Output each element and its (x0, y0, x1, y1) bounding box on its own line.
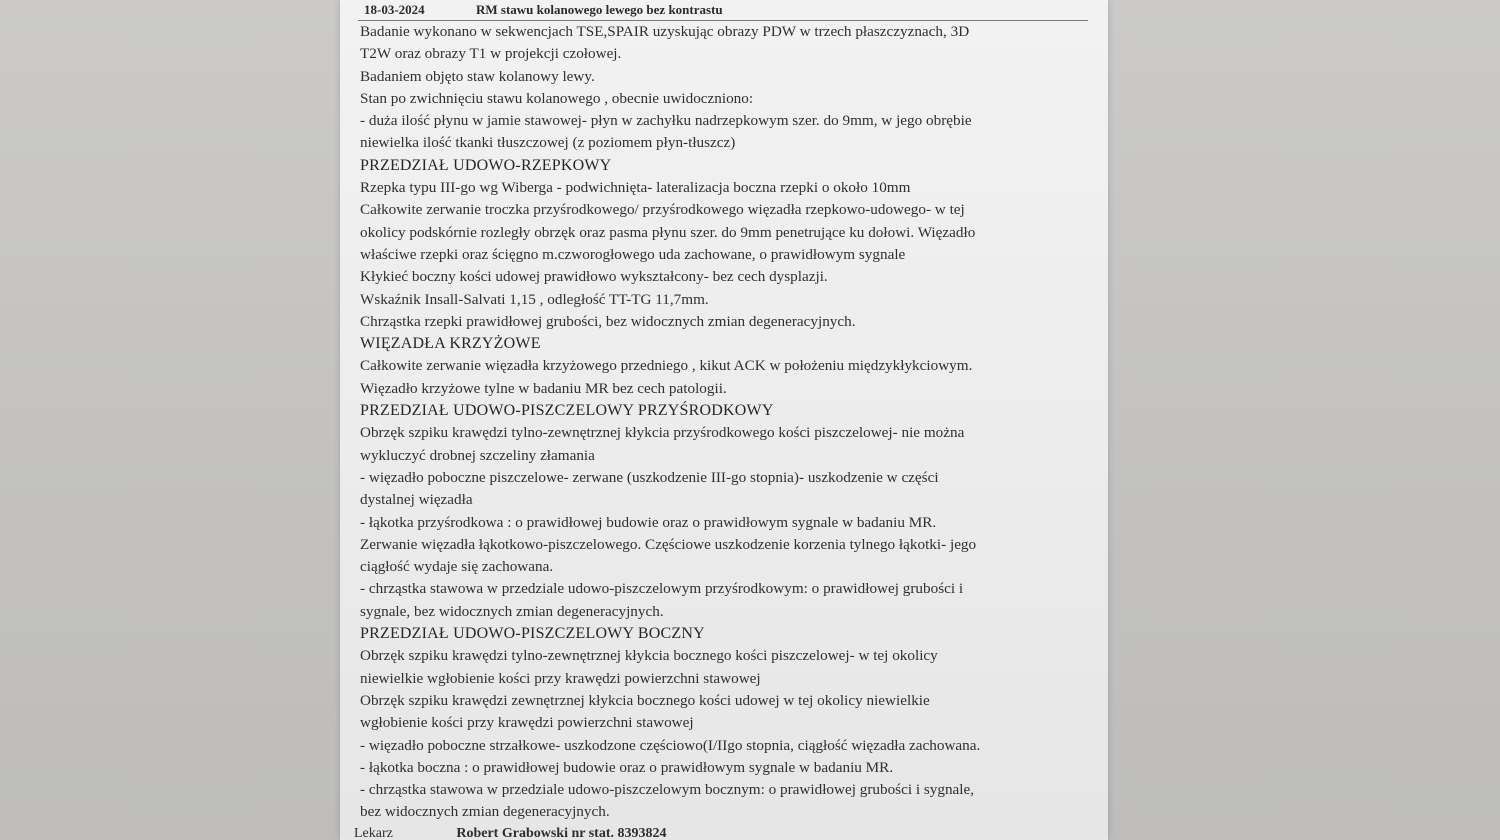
report-line: ciągłość wydaje się zachowana. (360, 558, 554, 576)
report-line: Chrząstka rzepki prawidłowej grubości, bez widocznych zmian degeneracyjnych. (360, 312, 856, 330)
report-header (358, 0, 1088, 21)
report-line: Obrzęk szpiku krawędzi zewnętrznej kłykcia bocznego kości udowej w tej okolicy niewielkie (360, 691, 930, 709)
report-line: Całkowite zerwanie troczka przyśrodkowego/ przyśrodkowego więzadła rzepkowo-udowego- w tej (360, 201, 965, 219)
report-line: Zerwanie więzadła łąkotkowo-piszczelowego. Częściowe uszkodzenie korzenia tylnego łąkotki- jego (360, 535, 977, 553)
background-left (0, 0, 340, 840)
section-heading: PRZEDZIAŁ UDOWO-RZEPKOWY (360, 156, 612, 174)
section-heading: PRZEDZIAŁ UDOWO-PISZCZELOWY BOCZNY (360, 625, 705, 643)
report-title: RM stawu kolanowego lewego bez kontrastu (476, 2, 723, 17)
report-line: Stan po zwichnięciu stawu kolanowego , obecnie uwidoczniono: (360, 89, 754, 107)
report-line: dystalnej więzadła (360, 491, 473, 509)
report-line: Więzadło krzyżowe tylne w badaniu MR bez cech patologii. (360, 379, 727, 397)
report-footer (354, 826, 667, 840)
report-line: Kłykieć boczny kości udowej prawidłowo wykształcony- bez cech dysplazji. (360, 268, 828, 286)
doctor-signature: Robert Grabowski nr stat. 8393824 (456, 826, 667, 840)
section-heading: PRZEDZIAŁ UDOWO-PISZCZELOWY PRZYŚRODKOWY (360, 402, 774, 420)
report-line: Badanie wykonano w sekwencjach TSE,SPAIR uzyskując obrazy PDW w trzech płaszczyznach, 3D (360, 23, 970, 40)
report-line: Rzepka typu III-go wg Wiberga - podwichnięta- lateralizacja boczna rzepki o około 10mm (360, 179, 911, 197)
report-date: 18-03-2024 (364, 2, 425, 17)
report-line: - duża ilość płynu w jamie stawowej- płyn w zachyłku nadrzepkowym szer. do 9mm, w jego obrębie (360, 112, 972, 130)
background-right (1108, 0, 1500, 840)
report-line: Obrzęk szpiku krawędzi tylno-zewnętrznej kłykcia przyśrodkowego kości piszczelowej- nie można (360, 424, 965, 442)
report-line: Całkowite zerwanie więzadła krzyżowego przedniego , kikut ACK w położeniu międzykłykciowym. (360, 357, 973, 375)
report-line: Wskaźnik Insall-Salvati 1,15 , odległość TT-TG 11,7mm. (360, 290, 709, 308)
doctor-label: Lekarz (354, 826, 393, 840)
report-line: niewielkie wgłobienie kości przy krawędzi powierzchni stawowej (360, 669, 761, 687)
report-body (360, 21, 1092, 824)
report-sheet (340, 0, 1108, 840)
report-line: - łąkotka przyśrodkowa : o prawidłowej budowie oraz o prawidłowym sygnale w badaniu MR. (360, 513, 937, 531)
report-line: Badaniem objęto staw kolanowy lewy. (360, 67, 595, 85)
report-line: - chrząstka stawowa w przedziale udowo-piszczelowym przyśrodkowym: o prawidłowej grubości i (360, 580, 964, 598)
report-line: sygnale, bez widocznych zmian degeneracyjnych. (360, 602, 664, 620)
report-line: wykluczyć drobnej szczeliny złamania (360, 446, 595, 464)
report-line: właściwe rzepki oraz ścięgno m.czworogłowego uda zachowane, o prawidłowym sygnale (360, 245, 906, 263)
report-line: niewielka ilość tkanki tłuszczowej (z poziomem płyn-tłuszcz) (360, 134, 736, 152)
report-line: - więzadło poboczne strzałkowe- uszkodzone częściowo(I/IIgo stopnia, ciągłość więzadła zachowana. (360, 736, 981, 754)
report-line: - więzadło poboczne piszczelowe- zerwane (uszkodzenie III-go stopnia)- uszkodzenie w części (360, 468, 939, 486)
report-line: T2W oraz obrazy T1 w projekcji czołowej. (360, 45, 622, 63)
report-line: - łąkotka boczna : o prawidłowej budowie oraz o prawidłowym sygnale w badaniu MR. (360, 758, 894, 776)
section-heading: WIĘZADŁA KRZYŻOWE (360, 335, 541, 353)
report-line: bez widocznych zmian degeneracyjnych. (360, 803, 610, 821)
report-line: Obrzęk szpiku krawędzi tylno-zewnętrznej kłykcia bocznego kości piszczelowej- w tej okolicy (360, 647, 938, 665)
report-line: okolicy podskórnie rozległy obrzęk oraz pasma płynu szer. do 9mm penetrujące ku dołowi. Więzadło (360, 223, 976, 241)
report-line: wgłobienie kości przy krawędzi powierzchni stawowej (360, 714, 694, 732)
report-line: - chrząstka stawowa w przedziale udowo-piszczelowym bocznym: o prawidłowej grubości i sygnale, (360, 781, 975, 799)
